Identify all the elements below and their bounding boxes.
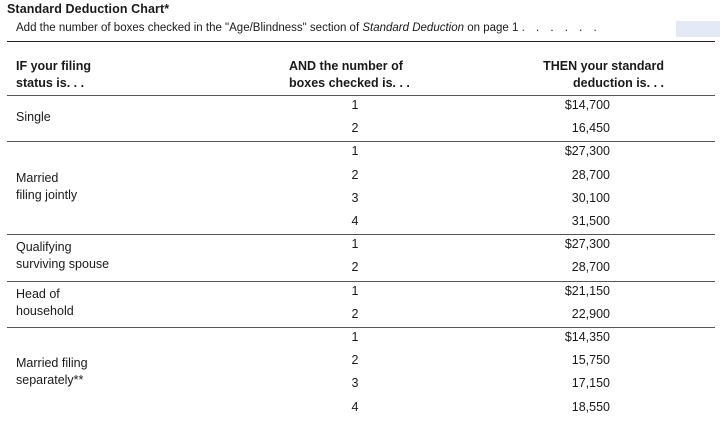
instruction-suffix: on page 1	[464, 22, 519, 34]
boxes-count-entry-field[interactable]	[676, 21, 720, 37]
boxes-checked-value: 1	[351, 283, 359, 298]
filing-status-line: surviving spouse	[16, 257, 110, 272]
boxes-checked-value: 1	[351, 144, 359, 159]
boxes-checked-value: 2	[351, 306, 359, 321]
deduction-amount: 16,450	[571, 121, 610, 136]
header-line: THEN your standard	[543, 59, 664, 73]
filing-status-line: Qualifying	[16, 240, 72, 255]
group-divider	[7, 141, 715, 142]
deduction-amount: 30,100	[571, 190, 610, 205]
chart-title: Standard Deduction Chart*	[7, 2, 170, 16]
filing-status-line: filing jointly	[16, 187, 78, 202]
filing-status-line: Married	[16, 170, 59, 185]
deduction-amount: $14,700	[564, 98, 610, 112]
header-line: AND the number of	[289, 59, 403, 73]
boxes-checked-value: 4	[351, 214, 359, 228]
filing-status-label	[16, 355, 88, 389]
filing-status-label	[16, 109, 51, 126]
boxes-checked-value: 1	[351, 237, 359, 252]
header-boxes-checked	[289, 58, 410, 92]
deduction-amount: 22,900	[571, 306, 610, 321]
group-divider	[7, 95, 715, 96]
header-filing-status	[16, 58, 91, 92]
deduction-amount: $14,350	[564, 330, 610, 344]
filing-status-label	[16, 286, 74, 320]
boxes-checked-value: 3	[351, 190, 359, 205]
header-top-rule	[7, 41, 715, 42]
boxes-checked-value: 3	[351, 376, 359, 391]
header-line: boxes checked is. . .	[289, 76, 410, 90]
deduction-amount: 28,700	[571, 260, 610, 275]
deduction-amount: $27,300	[564, 144, 610, 159]
header-line: IF your filing	[16, 59, 91, 73]
header-line: deduction is. . .	[573, 76, 664, 90]
header-line: status is. . .	[16, 76, 85, 90]
instruction-italic-ref: Standard Deduction	[362, 22, 465, 34]
deduction-amount: 31,500	[571, 214, 610, 228]
filing-status-line: household	[16, 303, 74, 318]
deduction-amount: 17,150	[571, 376, 610, 391]
deduction-amount: $21,150	[564, 283, 610, 298]
boxes-checked-value: 1	[351, 98, 359, 112]
deduction-amount: 28,700	[571, 167, 610, 182]
group-divider	[7, 234, 715, 235]
group-divider	[7, 327, 715, 328]
filing-status-line: separately**	[16, 373, 84, 388]
filing-status-line: Single	[16, 109, 51, 124]
deduction-amount: 18,550	[571, 399, 610, 414]
filing-status-label	[16, 239, 109, 273]
boxes-checked-value: 1	[351, 330, 359, 344]
boxes-checked-value: 4	[351, 399, 359, 414]
boxes-checked-value: 2	[351, 353, 359, 368]
filing-status-line: Married filing	[16, 356, 88, 371]
boxes-checked-value: 2	[351, 260, 359, 275]
boxes-checked-value: 2	[351, 121, 359, 136]
filing-status-line: Head of	[16, 286, 60, 301]
boxes-checked-value: 2	[351, 167, 359, 182]
instruction-prefix: Add the number of boxes checked in the "Age/Blindness" section of	[16, 22, 363, 34]
deduction-amount: 15,750	[571, 353, 610, 368]
leader-dots: . . . . . .	[521, 22, 601, 34]
filing-status-label	[16, 170, 77, 204]
header-standard-deduction	[486, 58, 664, 92]
group-divider	[7, 281, 715, 282]
instruction-line	[16, 22, 601, 34]
deduction-amount: $27,300	[564, 237, 610, 252]
